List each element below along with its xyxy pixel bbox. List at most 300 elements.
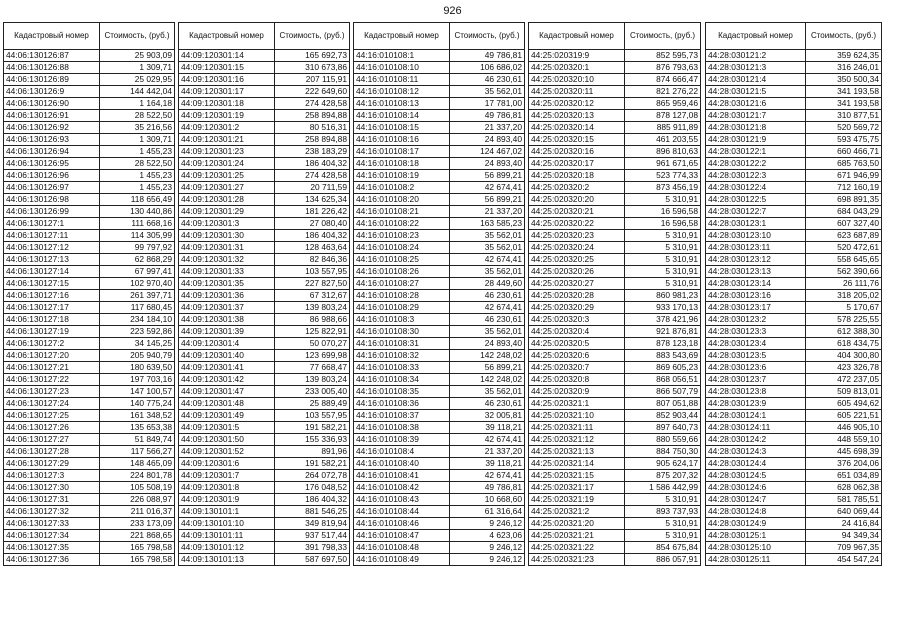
header-row (4, 23, 175, 50)
cost-cell: 261 397,71 (100, 290, 175, 302)
table-row (706, 338, 882, 350)
cost-cell: 39 118,21 (450, 458, 525, 470)
cadastral-number-cell: 44:16:010108:24 (354, 242, 450, 254)
cost-cell: 67 997,41 (100, 266, 175, 278)
cost-cell: 226 088,97 (100, 494, 175, 506)
cadastral-number-cell: 44:16:010108:14 (354, 110, 450, 122)
cadastral-number-cell: 44:09:120301:32 (179, 254, 275, 266)
table-row (4, 314, 175, 326)
cadastral-number-cell: 44:25:020320:16 (529, 146, 625, 158)
cadastral-number-cell: 44:28:030121:2 (706, 50, 806, 62)
cost-cell: 893 737,93 (625, 506, 701, 518)
cost-cell: 42 674,41 (450, 302, 525, 314)
table-row (354, 74, 525, 86)
cost-cell: 181 226,42 (275, 206, 350, 218)
cost-cell: 186 404,32 (275, 158, 350, 170)
cost-cell: 80 516,31 (275, 122, 350, 134)
cost-cell: 318 205,02 (806, 290, 882, 302)
table-row (4, 158, 175, 170)
cost-cell: 1 164,18 (100, 98, 175, 110)
table-row (354, 230, 525, 242)
table-row (354, 458, 525, 470)
table-row (4, 434, 175, 446)
cost-cell: 27 080,40 (275, 218, 350, 230)
table-row (706, 170, 882, 182)
cost-cell: 165 692,73 (275, 50, 350, 62)
cost-cell: 20 711,59 (275, 182, 350, 194)
cadastral-number-cell: 44:09:120301:25 (179, 170, 275, 182)
cost-cell: 56 899,21 (450, 362, 525, 374)
cost-cell: 35 562,01 (450, 326, 525, 338)
table-row (706, 62, 882, 74)
table-row (179, 530, 350, 542)
table-row (179, 98, 350, 110)
cost-cell: 148 465,09 (100, 458, 175, 470)
table-row (354, 554, 525, 566)
cost-cell: 224 801,78 (100, 470, 175, 482)
table-row (4, 398, 175, 410)
table-row (354, 62, 525, 74)
cadastral-number-cell: 44:06:130127:2 (4, 338, 100, 350)
cadastral-number-cell: 44:06:130126:90 (4, 98, 100, 110)
cadastral-number-cell: 44:25:020320:17 (529, 158, 625, 170)
cost-cell: 56 899,21 (450, 194, 525, 206)
cadastral-number-cell: 44:16:010108:28 (354, 290, 450, 302)
table-row (179, 242, 350, 254)
cadastral-number-cell: 44:09:120301:35 (179, 278, 275, 290)
cadastral-number-cell: 44:28:030123:16 (706, 290, 806, 302)
cadastral-table-4 (528, 22, 701, 566)
cost-cell: 628 062,38 (806, 482, 882, 494)
cost-cell: 5 310,91 (625, 530, 701, 542)
cost-cell: 99 797,92 (100, 242, 175, 254)
table-row (706, 182, 882, 194)
column-header-cost: Стоимость, (руб.) (806, 23, 882, 50)
table-row (4, 86, 175, 98)
cost-cell: 5 310,91 (625, 518, 701, 530)
cost-cell: 520 472,61 (806, 242, 882, 254)
table-row (529, 158, 701, 170)
cost-cell: 223 592,86 (100, 326, 175, 338)
cadastral-number-cell: 44:09:120301:30 (179, 230, 275, 242)
cost-cell: 142 248,02 (450, 350, 525, 362)
table-row (706, 482, 882, 494)
table-row (706, 494, 882, 506)
table-row (529, 206, 701, 218)
table-row (706, 530, 882, 542)
cadastral-number-cell: 44:06:130127:36 (4, 554, 100, 566)
cost-cell: 868 056,51 (625, 374, 701, 386)
cost-cell: 5 310,91 (625, 494, 701, 506)
cost-cell: 448 559,10 (806, 434, 882, 446)
table-row (4, 266, 175, 278)
cadastral-number-cell: 44:16:010108:36 (354, 398, 450, 410)
cadastral-number-cell: 44:25:020320:7 (529, 362, 625, 374)
table-row (4, 470, 175, 482)
cost-cell: 186 404,32 (275, 230, 350, 242)
table-row (354, 506, 525, 518)
cadastral-number-cell: 44:09:120301:50 (179, 434, 275, 446)
cadastral-number-cell: 44:28:030125:11 (706, 554, 806, 566)
cost-cell: 1 309,71 (100, 62, 175, 74)
table-row (179, 350, 350, 362)
cost-cell: 258 894,88 (275, 110, 350, 122)
cadastral-number-cell: 44:25:020320:1 (529, 62, 625, 74)
cadastral-number-cell: 44:06:130126:98 (4, 194, 100, 206)
table-row (179, 182, 350, 194)
cadastral-number-cell: 44:09:120301:18 (179, 98, 275, 110)
cadastral-number-cell: 44:28:030124:8 (706, 506, 806, 518)
cadastral-number-cell: 44:25:020320:27 (529, 278, 625, 290)
table-row (179, 374, 350, 386)
cost-cell: 310 673,86 (275, 62, 350, 74)
table-row (529, 434, 701, 446)
cadastral-number-cell: 44:25:020321:10 (529, 410, 625, 422)
table-row (179, 122, 350, 134)
cost-cell: 139 803,24 (275, 374, 350, 386)
table-row (529, 194, 701, 206)
table-row (354, 338, 525, 350)
table-row (706, 410, 882, 422)
cadastral-number-cell: 44:28:030123:2 (706, 314, 806, 326)
table-row (4, 146, 175, 158)
cost-cell: 34 145,25 (100, 338, 175, 350)
table-row (354, 410, 525, 422)
table-row (354, 146, 525, 158)
cadastral-number-cell: 44:09:130101:12 (179, 542, 275, 554)
cost-cell: 180 639,50 (100, 362, 175, 374)
cadastral-number-cell: 44:06:130126:99 (4, 206, 100, 218)
cadastral-number-cell: 44:09:120301:5 (179, 422, 275, 434)
cadastral-number-cell: 44:25:020321:15 (529, 470, 625, 482)
table-row (706, 314, 882, 326)
cadastral-number-cell: 44:09:120301:28 (179, 194, 275, 206)
table-row (4, 254, 175, 266)
cost-cell: 640 069,44 (806, 506, 882, 518)
cadastral-number-cell: 44:25:020321:23 (529, 554, 625, 566)
cadastral-number-cell: 44:25:020321:14 (529, 458, 625, 470)
cadastral-number-cell: 44:25:020321:21 (529, 530, 625, 542)
table-row (354, 446, 525, 458)
cadastral-number-cell: 44:09:120301:47 (179, 386, 275, 398)
cadastral-number-cell: 44:25:020321:1 (529, 398, 625, 410)
header-row (706, 23, 882, 50)
table-row (4, 170, 175, 182)
cost-cell: 623 687,89 (806, 230, 882, 242)
cadastral-number-cell: 44:28:030122:2 (706, 158, 806, 170)
cost-cell: 86 988,66 (275, 314, 350, 326)
cost-cell: 165 798,58 (100, 542, 175, 554)
table-row (4, 386, 175, 398)
cadastral-number-cell: 44:16:010108:38 (354, 422, 450, 434)
cost-cell: 103 557,95 (275, 266, 350, 278)
cost-cell: 9 246,12 (450, 542, 525, 554)
cadastral-number-cell: 44:09:120301:38 (179, 314, 275, 326)
cadastral-number-cell: 44:09:120301:40 (179, 350, 275, 362)
table-row (529, 506, 701, 518)
cadastral-number-cell: 44:16:010108:20 (354, 194, 450, 206)
cadastral-number-cell: 44:16:010108:13 (354, 98, 450, 110)
cost-cell: 264 072,78 (275, 470, 350, 482)
cost-cell: 9 246,12 (450, 554, 525, 566)
table-row (4, 302, 175, 314)
table-row (179, 506, 350, 518)
table-row (179, 542, 350, 554)
table-row (179, 62, 350, 74)
cadastral-number-cell: 44:06:130127:16 (4, 290, 100, 302)
cadastral-number-cell: 44:28:030122:3 (706, 170, 806, 182)
table-row (529, 266, 701, 278)
table-row (4, 458, 175, 470)
cost-cell: 35 562,01 (450, 242, 525, 254)
cost-cell: 883 543,69 (625, 350, 701, 362)
cadastral-number-cell: 44:28:030121:6 (706, 98, 806, 110)
cadastral-number-cell: 44:25:020320:18 (529, 170, 625, 182)
table-row (4, 554, 175, 566)
table-row (529, 326, 701, 338)
table-row (179, 554, 350, 566)
cadastral-number-cell: 44:28:030124:3 (706, 446, 806, 458)
table-row (706, 446, 882, 458)
table-row (706, 506, 882, 518)
cadastral-number-cell: 44:06:130127:17 (4, 302, 100, 314)
cadastral-number-cell: 44:16:010108:40 (354, 458, 450, 470)
cost-cell: 391 798,33 (275, 542, 350, 554)
table-row (179, 134, 350, 146)
header-row (529, 23, 701, 50)
cadastral-number-cell: 44:25:020320:12 (529, 98, 625, 110)
cost-cell: 341 193,58 (806, 86, 882, 98)
cost-cell: 24 416,84 (806, 518, 882, 530)
cadastral-number-cell: 44:06:130127:35 (4, 542, 100, 554)
table-row (529, 134, 701, 146)
cadastral-number-cell: 44:28:030123:1 (706, 218, 806, 230)
cadastral-number-cell: 44:16:010108:41 (354, 470, 450, 482)
cadastral-number-cell: 44:16:010108:34 (354, 374, 450, 386)
cost-cell: 1 586 442,99 (625, 482, 701, 494)
cost-cell: 349 819,94 (275, 518, 350, 530)
cadastral-number-cell: 44:06:130127:18 (4, 314, 100, 326)
cadastral-number-cell: 44:28:030121:4 (706, 74, 806, 86)
cost-cell: 5 310,91 (625, 242, 701, 254)
column-header-cadastral-number: Кадастровый номер (4, 23, 100, 50)
table-row (179, 170, 350, 182)
table-row (354, 290, 525, 302)
page-number: 926 (443, 5, 462, 17)
cost-cell: 685 763,50 (806, 158, 882, 170)
cost-cell: 46 230,61 (450, 398, 525, 410)
cadastral-number-cell: 44:16:010108:12 (354, 86, 450, 98)
table-row (354, 314, 525, 326)
cost-cell: 587 697,50 (275, 554, 350, 566)
cadastral-number-cell: 44:16:010108:48 (354, 542, 450, 554)
table-row (706, 206, 882, 218)
cost-cell: 885 911,89 (625, 122, 701, 134)
table-row (4, 230, 175, 242)
cadastral-number-cell: 44:16:010108:44 (354, 506, 450, 518)
cost-cell: 211 016,37 (100, 506, 175, 518)
cadastral-number-cell: 44:06:130126:88 (4, 62, 100, 74)
cost-cell: 651 034,89 (806, 470, 882, 482)
cadastral-number-cell: 44:16:010108:1 (354, 50, 450, 62)
table-row (4, 134, 175, 146)
table-row (4, 62, 175, 74)
cost-cell: 9 246,12 (450, 518, 525, 530)
cadastral-number-cell: 44:06:130127:21 (4, 362, 100, 374)
header-row (354, 23, 525, 50)
table-row (529, 338, 701, 350)
cadastral-number-cell: 44:25:020320:23 (529, 230, 625, 242)
cost-cell: 106 686,02 (450, 62, 525, 74)
cadastral-number-cell: 44:16:010108:2 (354, 182, 450, 194)
table-row (4, 218, 175, 230)
table-row (4, 206, 175, 218)
table-row (529, 554, 701, 566)
cadastral-number-cell: 44:25:020319:9 (529, 50, 625, 62)
cadastral-number-cell: 44:28:030123:7 (706, 374, 806, 386)
table-row (4, 362, 175, 374)
cadastral-number-cell: 44:28:030124:6 (706, 482, 806, 494)
cadastral-number-cell: 44:28:030124:11 (706, 422, 806, 434)
table-row (4, 122, 175, 134)
cost-cell: 961 671,65 (625, 158, 701, 170)
table-row (706, 398, 882, 410)
cost-cell: 461 203,55 (625, 134, 701, 146)
cadastral-number-cell: 44:25:020320:6 (529, 350, 625, 362)
cadastral-number-cell: 44:06:130127:12 (4, 242, 100, 254)
table-row (706, 470, 882, 482)
cost-cell: 165 798,58 (100, 554, 175, 566)
cost-cell: 123 699,98 (275, 350, 350, 362)
cadastral-number-cell: 44:25:020320:21 (529, 206, 625, 218)
cadastral-number-cell: 44:09:120301:39 (179, 326, 275, 338)
cadastral-table-1 (3, 22, 175, 566)
cadastral-number-cell: 44:06:130126:96 (4, 170, 100, 182)
cost-cell: 49 786,81 (450, 482, 525, 494)
cost-cell: 42 674,41 (450, 182, 525, 194)
cadastral-number-cell: 44:09:120301:24 (179, 158, 275, 170)
cadastral-number-cell: 44:28:030125:10 (706, 542, 806, 554)
cost-cell: 854 675,84 (625, 542, 701, 554)
cost-cell: 124 467,02 (450, 146, 525, 158)
cadastral-number-cell: 44:16:010108:31 (354, 338, 450, 350)
table-row (179, 434, 350, 446)
cost-cell: 869 605,23 (625, 362, 701, 374)
cadastral-number-cell: 44:28:030121:8 (706, 122, 806, 134)
cost-cell: 423 326,78 (806, 362, 882, 374)
cost-cell: 1 309,71 (100, 134, 175, 146)
table-row (529, 290, 701, 302)
cadastral-number-cell: 44:25:020320:8 (529, 374, 625, 386)
table-row (706, 50, 882, 62)
cost-cell: 605 221,51 (806, 410, 882, 422)
table-row (354, 50, 525, 62)
cost-cell: 16 596,58 (625, 218, 701, 230)
table-row (706, 350, 882, 362)
cadastral-number-cell: 44:06:130127:19 (4, 326, 100, 338)
table-row (4, 74, 175, 86)
table-row (354, 518, 525, 530)
cadastral-number-cell: 44:06:130126:95 (4, 158, 100, 170)
cost-cell: 49 786,81 (450, 110, 525, 122)
cadastral-number-cell: 44:06:130127:33 (4, 518, 100, 530)
cost-cell: 67 312,67 (275, 290, 350, 302)
table-row (529, 218, 701, 230)
cadastral-number-cell: 44:16:010108:23 (354, 230, 450, 242)
cost-cell: 21 337,20 (450, 122, 525, 134)
cadastral-number-cell: 44:09:120301:52 (179, 446, 275, 458)
cost-cell: 16 596,58 (625, 206, 701, 218)
table-row (529, 410, 701, 422)
cadastral-number-cell: 44:16:010108:11 (354, 74, 450, 86)
cadastral-number-cell: 44:28:030122:1 (706, 146, 806, 158)
cost-cell: 222 649,60 (275, 86, 350, 98)
cost-cell: 891,96 (275, 446, 350, 458)
table-row (354, 170, 525, 182)
cadastral-number-cell: 44:06:130126:87 (4, 50, 100, 62)
table-row (529, 242, 701, 254)
table-row (354, 398, 525, 410)
cadastral-number-cell: 44:25:020321:13 (529, 446, 625, 458)
table-row (529, 170, 701, 182)
cost-cell: 876 793,63 (625, 62, 701, 74)
table-row (354, 530, 525, 542)
cost-cell: 896 810,63 (625, 146, 701, 158)
table-row (179, 314, 350, 326)
table-row (529, 482, 701, 494)
table-row (179, 482, 350, 494)
table-row (179, 398, 350, 410)
cost-cell: 39 118,21 (450, 422, 525, 434)
table-row (529, 374, 701, 386)
table-row (179, 254, 350, 266)
table-row (4, 338, 175, 350)
cadastral-number-cell: 44:06:130127:20 (4, 350, 100, 362)
cadastral-number-cell: 44:06:130127:24 (4, 398, 100, 410)
column-header-cost: Стоимость, (руб.) (275, 23, 350, 50)
cost-cell: 878 127,08 (625, 110, 701, 122)
cost-cell: 24 893,40 (450, 338, 525, 350)
cost-cell: 35 562,01 (450, 266, 525, 278)
cost-cell: 35 562,01 (450, 230, 525, 242)
cadastral-number-cell: 44:09:120301:2 (179, 122, 275, 134)
cadastral-number-cell: 44:09:120301:15 (179, 62, 275, 74)
cadastral-number-cell: 44:16:010108:33 (354, 362, 450, 374)
cost-cell: 221 868,65 (100, 530, 175, 542)
cadastral-number-cell: 44:06:130127:22 (4, 374, 100, 386)
cost-cell: 5 310,91 (625, 278, 701, 290)
table-row (706, 326, 882, 338)
cost-cell: 341 193,58 (806, 98, 882, 110)
table-row (529, 182, 701, 194)
cost-cell: 671 946,99 (806, 170, 882, 182)
cadastral-number-cell: 44:16:010108:35 (354, 386, 450, 398)
table-row (354, 434, 525, 446)
cost-cell: 350 500,34 (806, 74, 882, 86)
table-row (179, 74, 350, 86)
cost-cell: 61 316,64 (450, 506, 525, 518)
table-row (354, 158, 525, 170)
table-row (529, 302, 701, 314)
cadastral-number-cell: 44:25:020321:19 (529, 494, 625, 506)
cost-cell: 155 336,93 (275, 434, 350, 446)
cadastral-number-cell: 44:06:130127:27 (4, 434, 100, 446)
cadastral-number-cell: 44:16:010108:26 (354, 266, 450, 278)
table-row (354, 98, 525, 110)
table-row (706, 86, 882, 98)
cadastral-number-cell: 44:28:030123:14 (706, 278, 806, 290)
table-row (179, 266, 350, 278)
